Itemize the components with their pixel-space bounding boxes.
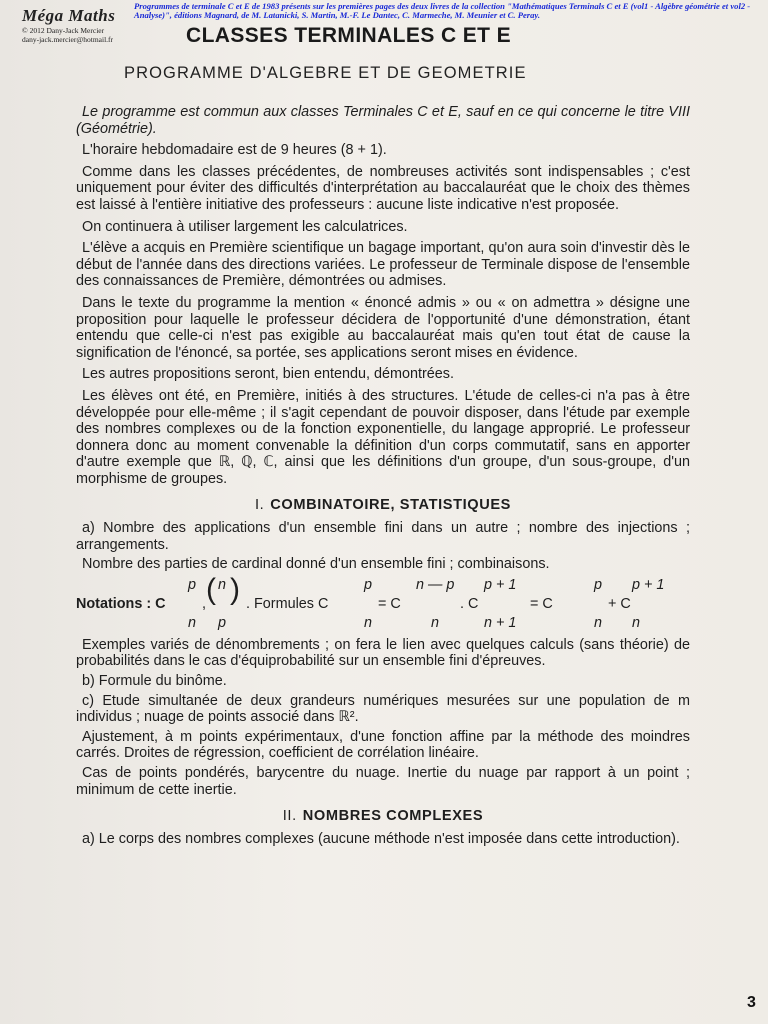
section-1-item-b: b) Formule du binôme. [82, 673, 227, 690]
formula-n-plus-1: n + 1 [484, 614, 517, 631]
section-1-parts: Nombre des parties de cardinal donné d'un ensemble fini ; combinaisons. [82, 556, 550, 573]
formula-p: p [364, 576, 373, 593]
section-1-cas: Cas de points pondérés, barycentre du nuage. Inertie du nuage par rapport à un point ; minimum de cette inertie. [76, 765, 690, 798]
page-subtitle: PROGRAMME D'ALGEBRE ET DE GEOMETRIE [124, 64, 527, 82]
intro-paragraph: Les autres propositions seront, bien entendu, démontrées. [82, 366, 454, 383]
section-number: II. [282, 808, 297, 825]
page-title: CLASSES TERMINALES C ET E [186, 24, 512, 47]
intro-paragraph: Dans le texte du programme la mention « énoncé admis » ou « on admettra » désigne une proposition pour laquelle le professeur décidera de l'opportunité d'une démonstration, étant entendu que celle-ci n'est pas exigible au baccalauréat mais qu'en tout état de cause la signification de l'énoncé, sa portée, ses applications seront mises en évidence. [76, 294, 690, 361]
section-number: I. [254, 497, 265, 514]
section-1-item-a: a) Nombre des applications d'un ensemble fini dans un autre ; nombre des injections ; arrangements. [76, 520, 690, 553]
section-1-content [76, 520, 690, 798]
notation-sub-n: n [188, 614, 197, 631]
copyright: © 2012 Dany-Jack Mercier [22, 26, 105, 35]
formula-n-minus-p: n — p [416, 576, 455, 593]
formula-n: n [594, 614, 603, 631]
formula-comma-c: . C [460, 595, 479, 612]
paren-right: ) [230, 572, 240, 606]
section-title: COMBINATOIRE, STATISTIQUES [270, 497, 512, 514]
intro-paragraph: L'élève a acquis en Première scientifique un bagage important, qu'on aura soin d'investir dès le début de l'année dans des directions variées. Le professeur de Terminale dispose de l'ensemble des connaissances de Première, démontrées ou admises. [76, 240, 690, 290]
binom-top-n: n [218, 576, 227, 593]
paren-left: ( [206, 572, 216, 606]
formula-equals: = C [378, 595, 401, 612]
section-title: NOMBRES COMPLEXES [302, 808, 484, 825]
notation-sup-p: p [188, 576, 197, 593]
formula-n: n [431, 614, 440, 631]
section-2-item-a: a) Le corps des nombres complexes (aucune méthode n'est imposée dans cette introduction). [82, 830, 680, 847]
email: dany-jack.mercier@hotmail.fr [22, 35, 114, 44]
formula-p-plus-1: p + 1 [632, 576, 665, 593]
formula-p: p [594, 576, 603, 593]
formula-p-plus-1: p + 1 [484, 576, 517, 593]
formula-n: n [364, 614, 373, 631]
intro-paragraph: L'horaire hebdomadaire est de 9 heures (8 + 1). [82, 142, 387, 159]
document-body [76, 104, 690, 852]
formula-n: n [632, 614, 641, 631]
section-heading-2 [76, 808, 690, 825]
binom-bottom-p: p [218, 614, 227, 631]
page-number: 3 [747, 994, 756, 1011]
formules-label: . Formules C [246, 595, 329, 612]
intro-paragraph: Le programme est commun aux classes Terminales C et E, sauf en ce qui concerne le titre VIII (Géométrie). [76, 104, 690, 137]
section-1-ajustement: Ajustement, à m points expérimentaux, d'une fonction affine par la méthode des moindres carrés. Droites de régression, coefficient de corrélation linéaire. [76, 728, 690, 762]
logo: Méga Maths [22, 6, 116, 25]
formula-equals: = C [530, 595, 553, 612]
formula-row [76, 572, 690, 633]
header-left [22, 6, 142, 44]
source-blurb: Programmes de terminale C et E de 1983 présents sur les premières pages des deux livres de la collection "Mathématiques Terminals C et E (vol1 - Algèbre géométrie et vol2 - Analyse)", éditions Magnard, de M. Latanicki, S. Martin, M.-F. Le Dantec, C. Marmeche, M. Meunier et C. Peray. [134, 1, 751, 20]
section-heading-1 [76, 497, 690, 514]
notations-label: Notations : C [76, 595, 166, 612]
intro-paragraph: Comme dans les classes précédentes, de nombreuses activités sont indispensables ; c'est uniquement pour éviter des difficultés d'interprétation au baccalauréat que le choix des thèmes est laissé à l'entière initiative des professeurs : aucune liste indicative n'est proposée. [76, 163, 690, 213]
intro-paragraph: Les élèves ont été, en Première, initiés à des structures. L'étude de celles-ci n'a pas à être développée pour elle-même ; il s'agit cependant de pouvoir disposer, dans l'étude par exemple des nombres complexes ou de la fonction exponentielle, du langage approprié. Le professeur donnera donc au moment convenable la définition d'un corps commutatif, sans en apporter d'autre exemple que ℝ, ℚ, ℂ, ainsi que les définitions d'un groupe, d'un sous-groupe, d'un morphisme de groupes. [76, 387, 690, 487]
intro-paragraph: On continuera à utiliser largement les calculatrices. [82, 218, 408, 235]
section-1-examples: Exemples variés de dénombrements ; on fera le lien avec quelques calculs (sans théorie) de probabilités dans le cas d'équiprobabilité sur un ensemble fini d'épreuves. [76, 636, 690, 670]
formula-plus: + C [608, 595, 631, 612]
notation-comma: , [202, 595, 206, 612]
section-1-item-c: c) Etude simultanée de deux grandeurs numériques mesurées sur une population de m individus ; nuage de points associé dans ℝ². [76, 692, 690, 726]
